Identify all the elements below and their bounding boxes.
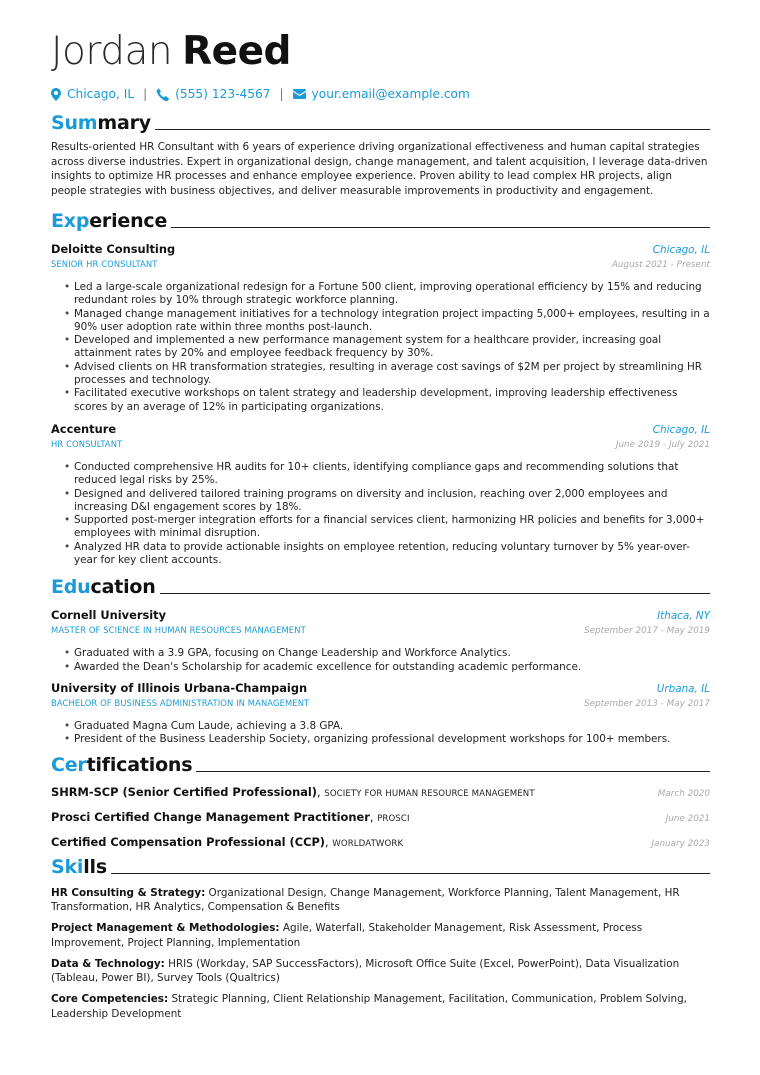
last-name: Reed: [182, 29, 291, 74]
summary-title-rest: mary: [97, 112, 151, 134]
school-location: Urbana, IL: [656, 682, 710, 695]
job-dates: August 2021 - Present: [611, 260, 710, 270]
education-title-rest: cation: [90, 576, 156, 599]
resume-page: [51, 30, 710, 1028]
skill-category: Project Management & Methodologies:: [51, 922, 280, 935]
experience-title-highlight: Exp: [51, 210, 90, 232]
certification-item: Prosci Certified Change Management Practitioner, PROSCI June 2021: [51, 809, 710, 824]
certification-list: [51, 781, 710, 856]
education-list: [64, 647, 710, 674]
location-text: Chicago, IL: [67, 87, 135, 101]
skill-values: HRIS (Workday, SAP SuccessFactors), Microsoft Office Suite (Excel, PowerPoint), Data Visualization (Tableau, Power BI), Survey Tools (Qualtrics): [51, 957, 680, 985]
education-item: • Awarded the Dean's Scholarship for academic excellence for outstanding academic performance.: [64, 661, 710, 674]
achievement-item: • Conducted comprehensive HR audits for 10+ clients, identifying compliance gaps and recommending solutions that reduced legal risks by 25%.: [64, 461, 710, 488]
skill-category: HR Consulting & Strategy:: [51, 886, 206, 899]
degree-title: MASTER OF SCIENCE IN HUMAN RESOURCES MANAGEMENT: [51, 625, 306, 636]
email-link[interactable]: your.email@example.com: [311, 87, 470, 101]
achievement-list: [64, 281, 710, 414]
section-divider: [111, 873, 710, 874]
school-name: University of Illinois Urbana-Champaign: [51, 680, 308, 695]
achievement-item: • Supported post-merger integration efforts for a financial services client, harmonizing HR policies and benefits for 3,000+ employees with minimal disruption.: [64, 514, 710, 541]
certification-issuer: PROSCI: [377, 813, 410, 824]
certification-item: SHRM-SCP (Senior Certified Professional), SOCIETY FOR HUMAN RESOURCE MANAGEMENT March 2020: [51, 784, 710, 799]
education-item: • Graduated with a 3.9 GPA, focusing on Change Leadership and Workforce Analytics.: [64, 647, 710, 660]
education-entry: [51, 608, 710, 674]
summary-heading: [51, 112, 710, 134]
envelope-icon: [293, 89, 312, 99]
skill-category: Core Competencies:: [51, 993, 169, 1006]
achievement-item: • Managed change management initiatives for a technology integration project impacting 5,000+ employees, resulting in a 90% user adoption rate within three months post-launch.: [64, 308, 710, 335]
certification-issuer: SOCIETY FOR HUMAN RESOURCE MANAGEMENT: [324, 788, 535, 799]
skill-group: [51, 992, 710, 1021]
contact-location: [51, 87, 134, 101]
job-title: SENIOR HR CONSULTANT: [51, 259, 158, 269]
skill-values: Organizational Design, Change Management, Workforce Planning, Talent Management, HR Transformation, HR Analytics, Compensation & Benefits: [51, 886, 680, 914]
contact-phone: [156, 87, 270, 101]
school-dates: September 2017 - May 2019: [584, 626, 710, 637]
certifications-title-highlight: Cer: [51, 753, 87, 776]
achievement-item: • Designed and delivered tailored training programs on diversity and inclusion, reaching over 2,000 employees and increasing D&I engagement scores by 18%.: [64, 488, 710, 515]
contact-email: [293, 87, 470, 101]
contact-separator: |: [143, 87, 148, 101]
degree-title: BACHELOR OF BUSINESS ADMINISTRATION IN MANAGEMENT: [51, 697, 310, 708]
contact-separator: |: [279, 87, 284, 101]
school-dates: September 2013 - May 2017: [584, 698, 710, 709]
certification-issuer: WORLDATWORK: [332, 838, 404, 849]
achievement-item: • Led a large-scale organizational redesign for a Fortune 500 client, improving operational efficiency by 15% and reducing redundant roles by 10% through strategic workforce planning.: [64, 281, 710, 308]
achievement-item: • Analyzed HR data to provide actionable insights on employee retention, reducing voluntary turnover by 5% year-over-year for key client accounts.: [64, 541, 710, 568]
job-title: HR CONSULTANT: [51, 438, 123, 449]
experience-entry: [51, 422, 710, 567]
phone-text[interactable]: (555) 123-4567: [175, 87, 271, 101]
certification-date: January 2023: [651, 838, 710, 849]
map-marker-icon: [51, 88, 67, 101]
section-divider: [171, 227, 710, 228]
skills-title-rest: lls: [83, 855, 107, 878]
skills-list: [51, 886, 710, 1022]
employer-name: Deloitte Consulting: [51, 242, 176, 256]
contact-line: [51, 86, 710, 102]
experience-entry: [51, 242, 710, 414]
section-divider: [196, 771, 710, 772]
certification-name: Prosci Certified Change Management Practitioner: [51, 809, 370, 824]
employer-name: Accenture: [51, 421, 117, 436]
certification-name: Certified Compensation Professional (CCP): [51, 834, 326, 849]
experience-heading: [51, 210, 710, 232]
skill-values: Agile, Waterfall, Stakeholder Management, Risk Assessment, Process Improvement, Project Planning, Implementation: [51, 922, 643, 949]
achievement-item: • Facilitated executive workshops on talent strategy and leadership development, improving leadership effectiveness scores by an average of 12% in participating organizations.: [64, 387, 710, 414]
education-title-highlight: Edu: [51, 576, 91, 599]
skills-heading: [51, 856, 710, 878]
job-location: Chicago, IL: [652, 244, 710, 256]
certifications-heading: [51, 754, 710, 776]
certification-name: SHRM-SCP (Senior Certified Professional): [51, 784, 318, 799]
education-list: [64, 720, 710, 747]
section-divider: [160, 593, 710, 594]
summary-title-highlight: Sum: [51, 112, 98, 134]
certification-date: March 2020: [657, 788, 710, 799]
achievement-item: • Developed and implemented a new performance management system for a healthcare provider, increasing goal attainment rates by 20% and employee feedback frequency by 30%.: [64, 334, 710, 361]
candidate-name: [51, 30, 710, 74]
job-dates: June 2019 - July 2021: [615, 439, 710, 450]
certification-item: Certified Compensation Professional (CCP), WORLDATWORK January 2023: [51, 834, 710, 849]
achievement-item: • Advised clients on HR transformation strategies, resulting in average cost savings of $2M per project by streamlining HR processes and technology.: [64, 361, 710, 388]
section-divider: [155, 129, 710, 130]
skill-group: [51, 921, 710, 950]
phone-icon: [156, 88, 175, 101]
certification-date: June 2021: [665, 813, 710, 824]
skill-values: Strategic Planning, Client Relationship Management, Facilitation, Communication, Problem Solving, Leadership Development: [51, 993, 687, 1020]
education-heading: [51, 576, 710, 598]
summary-text: Results-oriented HR Consultant with 6 years of experience driving organizational effectiveness and human capital strategies across diverse industries. Expert in organizational design, change management, and talent acquisition, I leverage data-driven insights to optimize HR processes and enhance employee experience. Proven ability to lead complex HR projects, align people strategies with business objectives, and deliver measurable improvements in productivity and engagement.: [51, 141, 708, 197]
certifications-title-rest: tifications: [86, 753, 193, 776]
skill-group: [51, 886, 710, 915]
experience-title-rest: erience: [89, 210, 168, 232]
education-entry: [51, 681, 710, 747]
achievement-list: [64, 461, 710, 567]
job-location: Chicago, IL: [652, 423, 710, 436]
first-name: Jordan: [51, 29, 173, 74]
skills-title-highlight: Ski: [51, 855, 84, 878]
school-name: Cornell University: [51, 608, 166, 623]
skill-category: Data & Technology:: [51, 957, 165, 970]
school-location: Ithaca, NY: [657, 610, 710, 623]
skill-group: [51, 957, 710, 986]
education-item: • Graduated Magna Cum Laude, achieving a 3.8 GPA.: [64, 720, 710, 733]
education-item: • President of the Business Leadership Society, organizing professional development workshops for 100+ members.: [64, 733, 710, 746]
